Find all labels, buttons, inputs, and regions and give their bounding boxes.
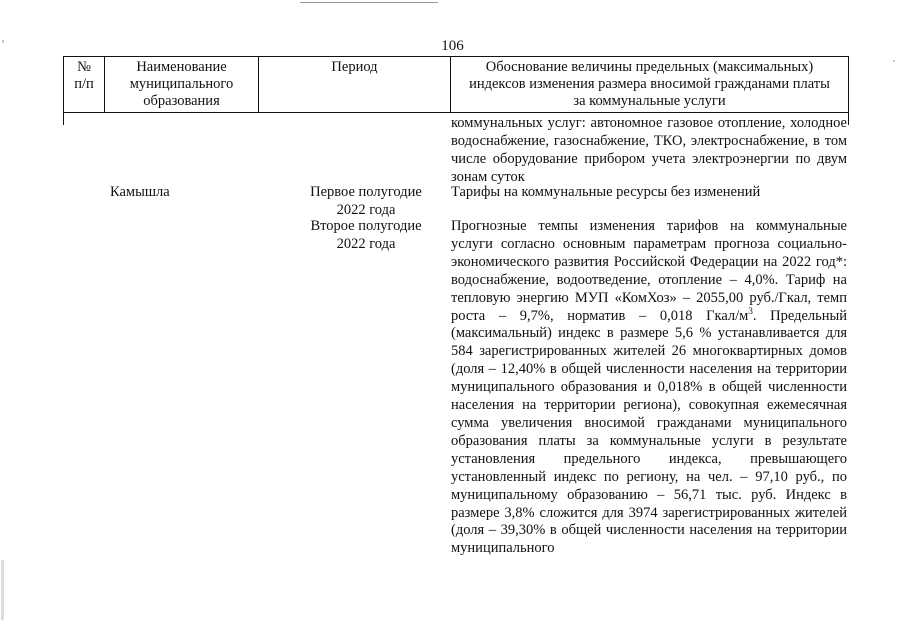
second-half-justification [451,218,847,558]
cubic-superscript: 3 [748,305,753,316]
continued-justification-text [451,115,847,187]
period-first-half-line1: Первое полугодие [310,184,422,200]
period-first-half [305,184,427,219]
period-first-half-line2: 2022 года [336,201,396,218]
second-half-text-part-a: Прогнозные темпы изменения тарифов на коммунальные услуги согласно основным параметрам прогноза социально-экономического развития Российской Федерации на 2022 год*: водоснабжение, водоотведение, отопление – 4,0%. Тариф на тепловую энергию МУП «КомХоз» – 2055,00 руб./Гкал, темп роста – 9,7%, норматив – 0,018 Гкал/м [451,218,847,324]
municipality-name: Камышла [110,184,170,200]
scan-edge-mark [1,560,4,620]
scan-speck [893,60,895,62]
first-half-justification [451,184,847,202]
first-half-text: Тарифы на коммунальные ресурсы без изменений [451,184,761,200]
table-border-left [63,113,64,125]
second-half-text [451,218,847,558]
continued-text: коммунальных услуг: автономное газовое отопление, холодное водоснабжение, газоснабжение, ТКО, электроснабжение, в том числе оборудование прибором учета электроэнергии по двум зонам суток [451,115,847,185]
scan-speck [2,40,4,43]
period-second-half-line1: Второе полугодие [310,218,422,234]
period-second-half [305,218,427,253]
header-number: № п/п [64,57,105,112]
header-period: Период [259,57,451,112]
table-header [63,56,849,113]
page-number: 106 [441,38,464,54]
table-border-right [848,113,849,125]
second-half-text-part-b: . Предельный (максимальный) индекс в размере 5,6 % устанавливается для 584 зарегистрированных жителей 26 многоквартирных домов (доля – 12,40% в общей численности населения на территории муниципального образования и 0,018% в общей численности населения на территории региона), совокупная ежемесячная сумма увеличения вносимой гражданами муниципального образования платы за коммунальные услуги в результате установления предельного индекса, превышающего установленный индекс по региону, на чел. – 97,10 руб., по муниципальному образованию – 56,71 тыс. руб. Индекс в размере 3,8% сложится для 3974 зарегистрированных жителей (доля – 39,30% в общей численности населения на территории муниципального [451,307,847,557]
header-municipality: Наименование муниципального образования [105,57,259,112]
period-second-half-line2: 2022 года [336,235,396,252]
header-justification: Обоснование величины предельных (максимальных) индексов изменения размера вносимой гражданами платы за коммунальные услуги [469,59,830,109]
scan-top-rule [300,2,438,3]
